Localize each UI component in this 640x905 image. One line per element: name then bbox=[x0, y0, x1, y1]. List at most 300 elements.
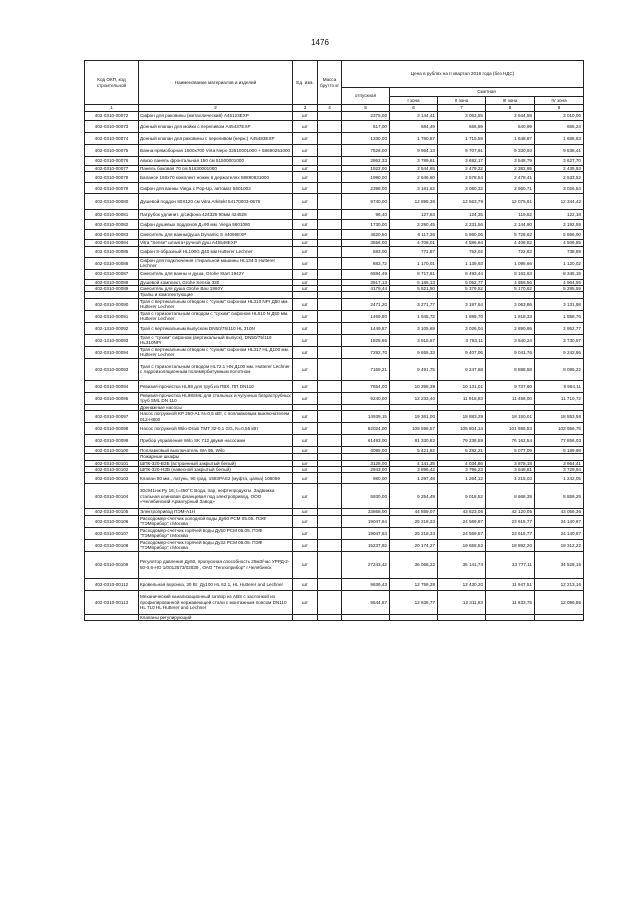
cell-zone-2: 5 960,06 bbox=[438, 230, 486, 240]
cell-zone-2: 3 796,23 bbox=[438, 467, 486, 473]
cell-zone-4: 2 952,77 bbox=[535, 322, 584, 334]
header-smetnaya: Сметная bbox=[390, 88, 584, 97]
cell-unit: шт bbox=[293, 358, 318, 380]
header-zone-2: II зона bbox=[438, 97, 486, 105]
cell-zone-2: 5 379,52 bbox=[438, 286, 486, 292]
table-row bbox=[85, 322, 584, 334]
cell-name: 30с941нж Ру 16, t=450°С Вода, пар, нефтепродукты. Задвижка стальная клиновая фланцевая под электропривод, ООО «Челябинский Арматурный Завод» bbox=[139, 484, 293, 509]
cell-name: Сифон для раковины (металлический) А45123ЕХР bbox=[139, 112, 293, 121]
cell-zone-3: 42 120,05 bbox=[486, 509, 535, 515]
table-row bbox=[85, 246, 584, 257]
cell-mass bbox=[318, 121, 342, 133]
cell-price: 1330,00 bbox=[342, 133, 390, 145]
cell-unit: шт bbox=[293, 509, 318, 515]
cell-price: 6584,49 bbox=[342, 269, 390, 279]
cell-zone-1: 2 646,60 bbox=[390, 172, 438, 183]
column-number: 8 bbox=[486, 105, 535, 112]
cell-price: 2943,00 bbox=[342, 467, 390, 473]
cell-zone-3: 5 728,62 bbox=[486, 230, 535, 240]
cell-price: 1825,65 bbox=[342, 334, 390, 346]
cell-zone-3: 2 960,71 bbox=[486, 183, 535, 194]
cell-zone-4: 103 956,75 bbox=[535, 423, 584, 435]
cell-zone-2: 12 430,20 bbox=[438, 578, 486, 590]
cell-mass bbox=[318, 194, 342, 210]
section-title: Клапаны регулирующий bbox=[139, 614, 293, 620]
cell-zone-1: 9 655,33 bbox=[390, 346, 438, 358]
cell-zone-3: 4 408,82 bbox=[486, 240, 535, 246]
cell-price: 7526,00 bbox=[342, 145, 390, 157]
cell-name: Трап с горизонтальным отводом HL72.1 HN Д100 мм. Hutterer Lechner с гидроизоляционным полимербитумным полотном bbox=[139, 358, 293, 380]
cell-mass bbox=[318, 210, 342, 220]
cell-name: Донный клапан для раковины с переливом (нерж.) А45483ЕХР bbox=[139, 133, 293, 145]
price-table bbox=[84, 60, 584, 621]
cell-unit: шт bbox=[293, 435, 318, 447]
cell-unit: шт bbox=[293, 210, 318, 220]
cell-zone-3: 12 075,91 bbox=[486, 194, 535, 210]
table-row bbox=[85, 334, 584, 346]
cell-zone-3: 9 041,76 bbox=[486, 346, 535, 358]
cell-unit: шт bbox=[293, 121, 318, 133]
cell-zone-4: 24 140,87 bbox=[535, 527, 584, 539]
cell-zone-3: 23 615,77 bbox=[486, 515, 535, 527]
cell-zone-2: 19 655,52 bbox=[438, 539, 486, 551]
cell-zone-2: 79 238,59 bbox=[438, 435, 486, 447]
cell-price: 9636,43 bbox=[342, 578, 390, 590]
cell-zone-2: 12 563,79 bbox=[438, 194, 486, 210]
table-row bbox=[85, 484, 584, 509]
cell-unit: шт bbox=[293, 230, 318, 240]
cell-mass bbox=[318, 484, 342, 509]
column-number: 4 bbox=[318, 105, 342, 112]
page-number: 1476 bbox=[311, 38, 329, 47]
cell-zone-4: 9 242,86 bbox=[535, 346, 584, 358]
cell-zone-4: 3 730,97 bbox=[535, 334, 584, 346]
cell-name: Клапан 50 мм., латунь, 90 град. 1583PAS2 (муфта, цапка) 105059 bbox=[139, 473, 293, 484]
cell-zone-1: 5 186,13 bbox=[390, 279, 438, 285]
cell-code: 402-0310-00093 bbox=[85, 358, 139, 380]
cell-code: 402-0310-00100 bbox=[85, 447, 139, 454]
cell-zone-3: 2 478,41 bbox=[486, 172, 535, 183]
cell-zone-3: 2 382,95 bbox=[486, 166, 535, 172]
cell-name: Сифон для ванны Viega с Pop-Up, автомат 5601002 bbox=[139, 183, 293, 194]
header-mass: Масса брутто кг bbox=[318, 61, 342, 105]
cell-mass bbox=[318, 411, 342, 423]
cell-zone-2: 5 052,77 bbox=[438, 279, 486, 285]
cell-zone-3: 1 648,97 bbox=[486, 133, 535, 145]
cell-zone-2: 5 282,21 bbox=[438, 447, 486, 454]
table-row bbox=[85, 269, 584, 279]
cell-zone-4: 8 345,15 bbox=[535, 269, 584, 279]
table-row bbox=[85, 157, 584, 166]
cell-price: 980,00 bbox=[342, 473, 390, 484]
cell-zone-1: 2 290,45 bbox=[390, 220, 438, 230]
column-number: 1 bbox=[85, 105, 139, 112]
table-row bbox=[85, 380, 584, 392]
cell-zone-4: 5 856,00 bbox=[535, 230, 584, 240]
cell-zone-3: 8 163,63 bbox=[486, 269, 535, 279]
cell-zone-1: 4 708,01 bbox=[390, 240, 438, 246]
cell-price: 2862,33 bbox=[342, 157, 390, 166]
cell-code: 402-0310-00081 bbox=[85, 210, 139, 220]
cell-code: 402-0310-00088 bbox=[85, 279, 139, 285]
cell-zone-3: 9 737,60 bbox=[486, 380, 535, 392]
cell-name: Смеситель для ванны и душа, Grohe Start 1942Y bbox=[139, 269, 293, 279]
cell-zone-3: 9 330,93 bbox=[486, 145, 535, 157]
cell-price: 2375,00 bbox=[342, 112, 390, 121]
cell-zone-1: 12 895,36 bbox=[390, 194, 438, 210]
table-body bbox=[85, 105, 584, 621]
cell-unit: шт bbox=[293, 322, 318, 334]
cell-unit: шт bbox=[293, 310, 318, 322]
cell-name: Смеситель для ванны/душа Dynamic S 44095EXP bbox=[139, 230, 293, 240]
cell-zone-3: 1 818,33 bbox=[486, 310, 535, 322]
cell-zone-4: 4 506,85 bbox=[535, 240, 584, 246]
cell-price: 1922,00 bbox=[342, 166, 390, 172]
cell-name: Vitra "Sense" штанга+ручной душ A45548EXP bbox=[139, 240, 293, 246]
cell-unit: шт bbox=[293, 539, 318, 551]
header-unit: Ед. изм. bbox=[293, 61, 318, 105]
cell-price: 583,00 bbox=[342, 246, 390, 257]
cell-zone-2: 3 026,04 bbox=[438, 322, 486, 334]
cell-zone-4: 8 859,29 bbox=[535, 484, 584, 509]
cell-name: Электропривод ПЭМ-А1Н bbox=[139, 509, 293, 515]
cell-zone-2: 9 707,91 bbox=[438, 145, 486, 157]
cell-price: 9240,00 bbox=[342, 392, 390, 404]
cell-mass bbox=[318, 346, 342, 358]
cell-price: 27243,42 bbox=[342, 551, 390, 578]
empty-cell bbox=[318, 614, 342, 620]
cell-zone-2: 2 231,56 bbox=[438, 220, 486, 230]
cell-zone-3: 5 170,62 bbox=[486, 286, 535, 292]
cell-zone-2: 12 311,83 bbox=[438, 590, 486, 614]
cell-name: Расходомер-счетчик горячей воды Ду50 РСМ 05.05. ПЭФ "ТЭМприбор" г.Москва bbox=[139, 527, 293, 539]
cell-zone-2: 1 264,12 bbox=[438, 473, 486, 484]
cell-unit: шт bbox=[293, 392, 318, 404]
cell-price: 883,72 bbox=[342, 257, 390, 269]
cell-code: 402-1310-00092 bbox=[85, 322, 139, 334]
cell-name: Душевой комплект, Grohe Sensia 330 bbox=[139, 279, 293, 285]
table-row bbox=[85, 310, 584, 322]
cell-code: 402-0310-00080 bbox=[85, 194, 139, 210]
cell-zone-3: 3 878,18 bbox=[486, 460, 535, 466]
cell-zone-2: 666,89 bbox=[438, 121, 486, 133]
cell-unit: шт bbox=[293, 240, 318, 246]
cell-zone-4: 34 528,15 bbox=[535, 551, 584, 578]
empty-cell bbox=[390, 614, 438, 620]
table-row bbox=[85, 133, 584, 145]
header-zone-1: I зона bbox=[390, 97, 438, 105]
cell-code: 402-0310-00078 bbox=[85, 172, 139, 183]
cell-zone-2: 9 247,68 bbox=[438, 358, 486, 380]
cell-name: Сифон душевых поддонов Д=90 мм. Viega 5601080 bbox=[139, 220, 293, 230]
cell-name: Ревизия-прочистка HL98 для труб из ПВХ, ПП DN110 bbox=[139, 380, 293, 392]
cell-zone-1: 36 068,22 bbox=[390, 551, 438, 578]
cell-code: 402-1310-00093 bbox=[85, 334, 139, 346]
cell-price: 14939,15 bbox=[342, 411, 390, 423]
cell-zone-1: 108 596,57 bbox=[390, 423, 438, 435]
cell-name: Патрубок удлинит. д/сифона 424325 90мм 424528 bbox=[139, 210, 293, 220]
table-row bbox=[85, 220, 584, 230]
cell-price: 9544,87 bbox=[342, 590, 390, 614]
cell-zone-2: 3 783,11 bbox=[438, 334, 486, 346]
cell-name: Кровельная воронка, 30 Вт. Ду100 HL 62.1, HL Hutterer and Lechner bbox=[139, 578, 293, 590]
cell-mass bbox=[318, 183, 342, 194]
cell-zone-3: 33 777,11 bbox=[486, 551, 535, 578]
cell-zone-1: 12 636,77 bbox=[390, 590, 438, 614]
cell-unit: шт bbox=[293, 166, 318, 172]
cell-mass bbox=[318, 220, 342, 230]
cell-zone-1: 25 218,33 bbox=[390, 527, 438, 539]
cell-price: 7292,70 bbox=[342, 346, 390, 358]
table-row bbox=[85, 172, 584, 183]
cell-zone-4: 12 344,42 bbox=[535, 194, 584, 210]
cell-name: Авизо панель фронтальная 150 см 51500001000 bbox=[139, 157, 293, 166]
cell-zone-3: 18 892,20 bbox=[486, 539, 535, 551]
cell-zone-4: 2 435,93 bbox=[535, 166, 584, 172]
cell-mass bbox=[318, 298, 342, 310]
cell-name: Расходомер-счетчик горячей воды Ду32 РСМ 05.05. ПЭФ "ТЭМприбор" г.Москва bbox=[139, 539, 293, 551]
cell-name: ШПК-320-ВЗБ (встроенный закрытый белый) bbox=[139, 460, 293, 466]
cell-zone-1: 5 421,82 bbox=[390, 447, 438, 454]
cell-zone-3: 18 150,01 bbox=[486, 411, 535, 423]
table-row bbox=[85, 551, 584, 578]
cell-zone-2: 4 586,94 bbox=[438, 240, 486, 246]
cell-zone-2: 752,02 bbox=[438, 246, 486, 257]
cell-name: Донный клапан для мойки с переливом А45437ЕХР bbox=[139, 121, 293, 133]
cell-code: 402-0310-00094 bbox=[85, 346, 139, 358]
header-zone-3: III зона bbox=[486, 97, 535, 105]
cell-zone-4: 11 710,72 bbox=[535, 392, 584, 404]
cell-mass bbox=[318, 447, 342, 454]
cell-name: Балансе 150х70 комплект ножек в держателях 58890831000 bbox=[139, 172, 293, 183]
cell-zone-1: 127,63 bbox=[390, 210, 438, 220]
cell-zone-1: 3 896,42 bbox=[390, 467, 438, 473]
cell-price: 1990,00 bbox=[342, 172, 390, 183]
table-row bbox=[85, 539, 584, 551]
cell-mass bbox=[318, 515, 342, 527]
cell-zone-4: 1 685,63 bbox=[535, 133, 584, 145]
cell-unit: шт bbox=[293, 473, 318, 484]
cell-mass bbox=[318, 172, 342, 183]
cell-zone-4: 18 553,58 bbox=[535, 411, 584, 423]
cell-price: 3917,13 bbox=[342, 279, 390, 285]
cell-name: Сифон S-образный HL100G Д40 мм Hutterer Lechner bbox=[139, 246, 293, 257]
cell-zone-3: 3 648,81 bbox=[486, 467, 535, 473]
cell-mass bbox=[318, 392, 342, 404]
cell-code: 402-0310-00090 bbox=[85, 298, 139, 310]
cell-zone-3: 101 695,53 bbox=[486, 423, 535, 435]
cell-code: 402-0310-00083 bbox=[85, 230, 139, 240]
cell-zone-3: 11 947,51 bbox=[486, 578, 535, 590]
cell-mass bbox=[318, 246, 342, 257]
table-row bbox=[85, 423, 584, 435]
cell-unit: шт bbox=[293, 527, 318, 539]
cell-mass bbox=[318, 230, 342, 240]
cell-zone-1: 81 330,82 bbox=[390, 435, 438, 447]
empty-cell bbox=[438, 614, 486, 620]
cell-code: 402-0310-00074 bbox=[85, 133, 139, 145]
cell-unit: шт bbox=[293, 269, 318, 279]
cell-zone-2: 2 479,22 bbox=[438, 166, 486, 172]
cell-zone-4: 9 538,41 bbox=[535, 145, 584, 157]
cell-code: 402-0310-00087 bbox=[85, 269, 139, 279]
cell-code: 402-0310-00101 bbox=[85, 460, 139, 466]
cell-zone-1: 3 789,61 bbox=[390, 157, 438, 166]
cell-zone-2: 3 063,55 bbox=[438, 112, 486, 121]
header-code: Код ОКП, код строительной bbox=[85, 61, 139, 105]
cell-zone-1: 9 964,13 bbox=[390, 145, 438, 157]
cell-price: 96,40 bbox=[342, 210, 390, 220]
cell-code: 402-0310-00082 bbox=[85, 220, 139, 230]
cell-price: 9740,00 bbox=[342, 194, 390, 210]
cell-zone-4: 122,18 bbox=[535, 210, 584, 220]
cell-zone-1: 3 915,67 bbox=[390, 334, 438, 346]
header-price-group: Цена в рублях на II квартал 2016 года (без НДС) bbox=[342, 61, 584, 88]
cell-zone-2: 1 715,59 bbox=[438, 133, 486, 145]
cell-mass bbox=[318, 334, 342, 346]
table-row bbox=[85, 210, 584, 220]
cell-code: 402-0310-00113 bbox=[85, 590, 139, 614]
cell-zone-1: 5 521,50 bbox=[390, 286, 438, 292]
cell-zone-3: 23 615,77 bbox=[486, 527, 535, 539]
cell-zone-3: 11 833,75 bbox=[486, 590, 535, 614]
cell-zone-2: 1 895,70 bbox=[438, 310, 486, 322]
cell-zone-1: 684,49 bbox=[390, 121, 438, 133]
cell-zone-4: 3 026,54 bbox=[535, 183, 584, 194]
cell-mass bbox=[318, 310, 342, 322]
cell-zone-4: 3 964,41 bbox=[535, 460, 584, 466]
cell-code: 402-0310-00106 bbox=[85, 515, 139, 527]
cell-zone-4: 9 086,22 bbox=[535, 358, 584, 380]
section-code-cell bbox=[85, 614, 139, 620]
cell-code: 402-0310-00108 bbox=[85, 539, 139, 551]
cell-unit: шт bbox=[293, 334, 318, 346]
table-row bbox=[85, 515, 584, 527]
cell-zone-4: 9 954,11 bbox=[535, 380, 584, 392]
cell-price: 1469,60 bbox=[342, 310, 390, 322]
cell-mass bbox=[318, 551, 342, 578]
cell-zone-1: 1 760,87 bbox=[390, 133, 438, 145]
header-zone-4: IV зона bbox=[535, 97, 584, 105]
cell-unit: шт bbox=[293, 590, 318, 614]
cell-zone-1: 12 233,40 bbox=[390, 392, 438, 404]
cell-price: 61493,00 bbox=[342, 435, 390, 447]
cell-zone-2: 3 692,17 bbox=[438, 157, 486, 166]
table-row bbox=[85, 183, 584, 194]
header-name: Наименование материалов и изделий bbox=[139, 61, 293, 105]
cell-unit: шт bbox=[293, 246, 318, 257]
section-title: Трапы и комплектующие bbox=[139, 292, 293, 298]
cell-unit: шт bbox=[293, 551, 318, 578]
cell-name: Поплавковый выключатель WA 95, Wilo bbox=[139, 447, 293, 454]
cell-zone-1: 4 141,35 bbox=[390, 460, 438, 466]
cell-code: 402-0310-00091 bbox=[85, 310, 139, 322]
cell-zone-4: 1 120,02 bbox=[535, 257, 584, 269]
cell-name: Трап с вертикальным выпуском DN50/75/110 HL 310N bbox=[139, 322, 293, 334]
empty-cell bbox=[486, 614, 535, 620]
cell-name: Смеситель для душа Grohe Bau 1960Y bbox=[139, 286, 293, 292]
cell-zone-1: 3 105,69 bbox=[390, 322, 438, 334]
cell-code: 402-0310-00107 bbox=[85, 527, 139, 539]
table-row bbox=[85, 578, 584, 590]
cell-unit: шт bbox=[293, 112, 318, 121]
cell-price: 2471,20 bbox=[342, 298, 390, 310]
cell-zone-2: 3 080,32 bbox=[438, 183, 486, 194]
cell-code: 402-0310-00086 bbox=[85, 257, 139, 269]
cell-code: 402-0310-00075 bbox=[85, 145, 139, 157]
cell-zone-1: 1 297,48 bbox=[390, 473, 438, 484]
cell-price: 7169,21 bbox=[342, 358, 390, 380]
cell-name: Ванна прямоборная 1500х700 Virta Nepo 32510001000 + 58690251000 bbox=[139, 145, 293, 157]
cell-zone-2: 10 131,01 bbox=[438, 380, 486, 392]
cell-zone-1: 19 361,00 bbox=[390, 411, 438, 423]
cell-zone-1: 44 859,07 bbox=[390, 509, 438, 515]
empty-cell bbox=[342, 614, 390, 620]
cell-unit: шт bbox=[293, 286, 318, 292]
cell-name: Сифон для подключения стиральной машины HL134.0 Hutterer Lechner bbox=[139, 257, 293, 269]
cell-zone-4: 19 312,22 bbox=[535, 539, 584, 551]
cell-unit: шт bbox=[293, 172, 318, 183]
section-title: Пожарные шкафы bbox=[139, 454, 293, 460]
cell-zone-4: 738,89 bbox=[535, 246, 584, 257]
section-row bbox=[85, 614, 584, 620]
cell-zone-3: 5 077,09 bbox=[486, 447, 535, 454]
column-number: 2 bbox=[139, 105, 293, 112]
cell-unit: шт bbox=[293, 145, 318, 157]
cell-code: 402-0310-00112 bbox=[85, 578, 139, 590]
table-row bbox=[85, 298, 584, 310]
cell-zone-2: 124,35 bbox=[438, 210, 486, 220]
table-row bbox=[85, 411, 584, 423]
cell-unit: шт bbox=[293, 380, 318, 392]
cell-zone-2: 9 407,06 bbox=[438, 346, 486, 358]
cell-zone-2: 3 187,64 bbox=[438, 298, 486, 310]
cell-zone-3: 1 095,66 bbox=[486, 257, 535, 269]
cell-unit: шт bbox=[293, 298, 318, 310]
cell-unit: шт bbox=[293, 467, 318, 473]
cell-mass bbox=[318, 257, 342, 269]
cell-zone-3: 76 162,54 bbox=[486, 435, 535, 447]
cell-zone-1: 3 144,41 bbox=[390, 112, 438, 121]
cell-name: Трап с "сухим" сифоном (вертикальный выпуск), DN50/75/110 HL310NPr bbox=[139, 334, 293, 346]
cell-code: 402-0310-00077 bbox=[85, 166, 139, 172]
cell-name: Насос погружной KP 250-A1 N=0,5 кВт, с поплавковым выключателем 012-H800 bbox=[139, 411, 293, 423]
table-row bbox=[85, 121, 584, 133]
cell-code: 402-0310-00089 bbox=[85, 286, 139, 292]
cell-zone-3: 1 215,03 bbox=[486, 473, 535, 484]
cell-code: 402-0310-00109 bbox=[85, 551, 139, 578]
cell-name: Панель боковая 70 см 51630001000 bbox=[139, 166, 293, 172]
cell-code: 402-0310-00099 bbox=[85, 435, 139, 447]
cell-unit: шт bbox=[293, 346, 318, 358]
empty-cell bbox=[293, 614, 318, 620]
cell-zone-3: 722,82 bbox=[486, 246, 535, 257]
cell-zone-4: 2 533,52 bbox=[535, 172, 584, 183]
cell-zone-4: 3 010,06 bbox=[535, 112, 584, 121]
cell-unit: шт bbox=[293, 460, 318, 466]
cell-unit: шт bbox=[293, 484, 318, 509]
cell-mass bbox=[318, 157, 342, 166]
cell-unit: шт bbox=[293, 183, 318, 194]
column-number: 3 bbox=[293, 105, 318, 112]
cell-zone-3: 640,99 bbox=[486, 121, 535, 133]
cell-zone-4: 12 213,16 bbox=[535, 578, 584, 590]
cell-code: 402-0310-00103 bbox=[85, 473, 139, 484]
table-row bbox=[85, 257, 584, 269]
table-row bbox=[85, 358, 584, 380]
cell-zone-2: 11 918,83 bbox=[438, 392, 486, 404]
table-row bbox=[85, 590, 584, 614]
